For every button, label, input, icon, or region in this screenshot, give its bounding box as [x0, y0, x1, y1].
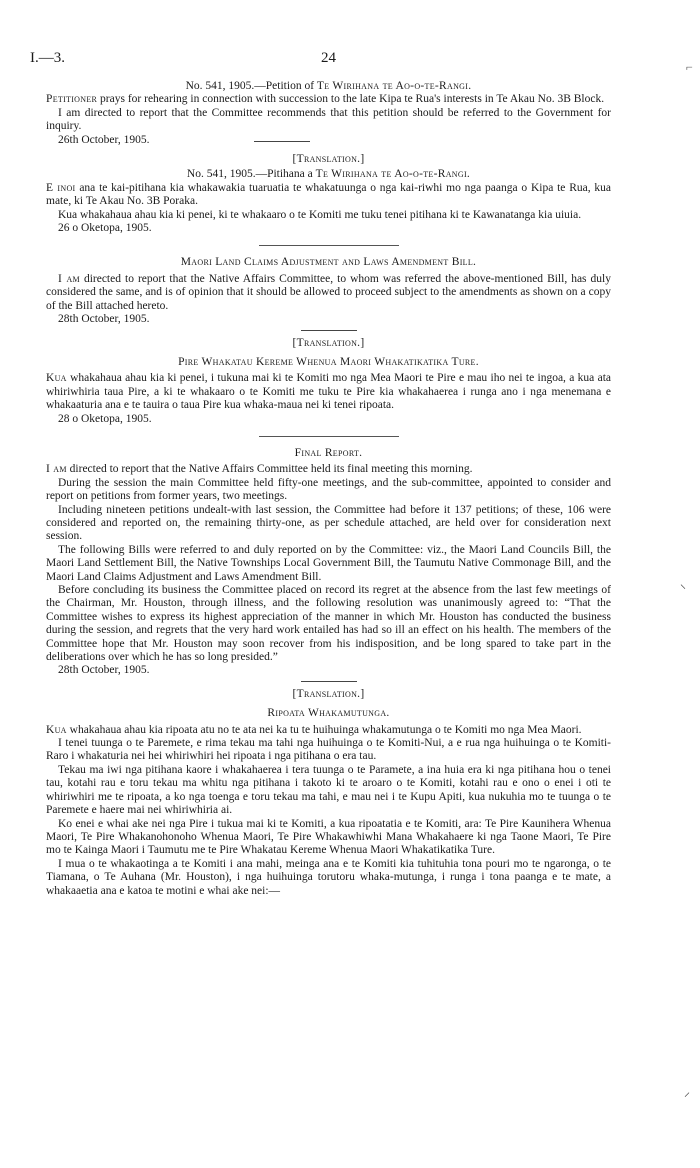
page-header [30, 50, 611, 72]
translation-label: [Translation.] [292, 153, 365, 166]
section-divider [259, 436, 399, 437]
final-translation-title: Ripoata Whakamutunga. [267, 707, 390, 720]
bill-date: 28th October, 1905. [58, 313, 150, 326]
petition-translation-title [46, 168, 611, 181]
bill-section [46, 256, 611, 326]
petition-report: I am directed to report that the Committee recommends that this petition should be referred to the Government for inquiry. [46, 106, 611, 133]
document-page [30, 50, 611, 898]
petition-translation-date: 26 o Oketopa, 1905. [58, 222, 152, 235]
margin-mark-middle: ⸌ [680, 582, 687, 596]
separator-rule [301, 330, 357, 331]
final-translation-p4: Ko enei e whai ake nei nga Pire i tukua mai ki te Komiti, a kua ripoatatia e te Komiti, ara: Te Pire Kaunihera Whenua Maori, Te Pire Whakanohonoho Whenua Maori, Te Pire Whakawhiwhi Mana Whakahaere ki nga Taone Maori, Te Pire mo te Kainga Maori i Taumutu me te Pire Whakatau Kereme Whenua Maori Whakatikatika Ture. [46, 817, 611, 857]
petition-translation-lead-word: E inoi [46, 181, 76, 194]
final-report-p2: During the session the main Committee held fifty-one meetings, and the sub-committee, appointed to consider and report on petitions from former years, two meetings. [46, 476, 611, 503]
final-translation-p3: Tekau ma iwi nga pitihana kaore i whakahaerea i tera tuunga o te Paramete, a ina huia era ki nga pitihana hou o tenei tau, kotahi rau e toru tekau ma whitu nga pitihana i takoto ki te aroaro o te Komiti, kotahi rau e ono o enei i oti te whiriwhiri me te ripoata, a ko nga toenga e toru tekau ma tahi, e mau nei i te Kupu Apiti, kua nukuhia mo te tuunga o te Paremete e haere mai nei whiriwhiria ai. [46, 763, 611, 817]
petition-title-prefix: No. 541, 1905.—Petition of [185, 80, 317, 92]
translation-label: [Translation.] [292, 687, 365, 700]
final-translation-p1 [46, 724, 611, 737]
final-report-p4: The following Bills were referred to and duly reported on by the Committee: viz., the Maori Land Councils Bill, the Maori Land Settlement Bill, the Native Townships Local Government Bill, the Taumutu Native Commonage Bill, and the Maori Land Claims Adjustment and Laws Amendment Bill. [46, 543, 611, 583]
separator-rule [254, 141, 310, 142]
translation-label: [Translation.] [292, 336, 365, 349]
final-translation-section [46, 688, 611, 898]
final-report-p1-text: directed to report that the Native Affairs Committee held its final meeting this morning. [66, 463, 473, 476]
final-report-p1 [46, 463, 611, 476]
margin-mark-top: ⌐ [686, 60, 693, 74]
final-report-lead-word: I am [46, 463, 67, 476]
petitioner-name: Te Wirihana te Ao-o-te-Rangi. [316, 80, 472, 92]
petition-translation-title-prefix: No. 541, 1905.—Pitihana a [186, 168, 316, 181]
final-report-date: 28th October, 1905. [58, 664, 150, 677]
petition-translation-report: Kua whakahaua ahau kia ki penei, ki te whakaaro o te Komiti me tuku tenei pitihana ki te Kawanatanga kia uiuia. [58, 208, 582, 221]
bill-translation-body [46, 372, 611, 412]
petition-body-text: prays for rehearing in connection with succession to the late Kipa te Rua's interests in Te Akau No. 3B Block. [97, 93, 605, 106]
bill-lead-word: I am [58, 272, 80, 285]
final-translation-p1-text: whakahaua ahau kia ripoata atu no te ata nei ka tu te huihuinga whakamutunga o te Komiti mo nga Mea Maori. [66, 723, 582, 736]
margin-mark-bottom: ⸍ [684, 1090, 691, 1104]
section-divider [259, 245, 399, 246]
final-report-p5: Before concluding its business the Committee placed on record its regret at the absence from the last few meetings of the Chairman, Mr. Houston, through illness, and the following resolution was unanimously agreed to: “That the Committee wishes to express its highest appreciation of the manner in which Mr. Houston has conducted the business during the session, and regrets that the very hard work entailed has had so ill an effect on his health. The members of the Committee hope that Mr. Houston may soon recover from his indisposition, and be long spared to take part in the deliberations over which he has so long presided.” [46, 584, 611, 664]
bill-translation-section [46, 337, 611, 426]
bill-translation-date: 28 o Oketopa, 1905. [58, 412, 152, 425]
petition-section [46, 80, 611, 147]
final-translation-p2: I tenei tuunga o te Paremete, e rima tekau ma tahi nga huihuinga o te Komiti-Nui, a e rua nga huihuinga o te Komiti-Raro i whakaturia nei hei whiriwhiri hei ripoata i nga pitihana o era tau. [46, 737, 611, 763]
petition-body [46, 93, 611, 106]
bill-body [46, 273, 611, 313]
petition-translation-body [46, 182, 611, 209]
petition-date-line [46, 134, 611, 147]
bill-translation-body-text: whakahaua ahau kia ki penei, i tukuna mai ki te Komiti mo nga Mea Maori te Pire e mau iho nei te ingoa, a kua ata whiriwhiria taua Pire, a ki te whakaaro o te Komiti me tuku te Pire kia whakahaerea i runga ano i nga menemana e whakaaturia ana e te tauira o taua Pire kua whaka-maua nei ki tenei ripoata. [46, 372, 611, 412]
bill-translation-lead-word: Kua [46, 372, 67, 385]
bill-title: Maori Land Claims Adjustment and Laws Amendment Bill. [180, 256, 477, 269]
final-translation-lead-word: Kua [46, 723, 67, 736]
petition-lead-word: Petitioner [46, 93, 98, 106]
page-number: 24 [321, 50, 336, 66]
petition-title [46, 80, 611, 93]
petitioner-name-translation: Te Wirihana te Ao-o-te-Rangi. [315, 168, 471, 181]
final-translation-p5: I mua o te whakaotinga a te Komiti i ana mahi, meinga ana e te Komiti kia tuhituhia tona pouri mo te ngaronga, o te Tiamana, o Te Auhana (Mr. Houston), i nga huihuinga torutoru whaka-mutunga, i runga i tona paanga e te mate, a whakaaetia ana e katoa te motini e whai ake nei:— [46, 857, 611, 897]
petition-date: 26th October, 1905. [58, 133, 150, 146]
bill-body-text: directed to report that the Native Affairs Committee, to whom was referred the above-mentioned Bill, has duly considered the same, and is of opinion that it should be allowed to proceed subject to the amendments as shown on a copy of the Bill attached hereto. [46, 272, 611, 312]
petition-translation-section [46, 153, 611, 235]
paper-reference: I.—3. [30, 50, 65, 66]
final-report-section [46, 447, 611, 678]
separator-rule [301, 681, 357, 682]
final-report-p3: Including nineteen petitions undealt-with last session, the Committee had before it 137 petitions; of these, 106 were considered and reported on, the remaining thirty-one, as per schedule attached, are held over for consideration next session. [46, 503, 611, 543]
petition-translation-body-text: ana te kai-pitihana kia whakawakia tuaruatia te whakatuunga o nga kai-riwhi mo nga paanga o Kipa te Rua, kua mate, ki Te Akau No. 3B Poraka. [46, 181, 611, 208]
final-report-title: Final Report. [294, 446, 363, 459]
bill-translation-title: Pire Whakatau Kereme Whenua Maori Whakatikatika Ture. [178, 355, 479, 368]
